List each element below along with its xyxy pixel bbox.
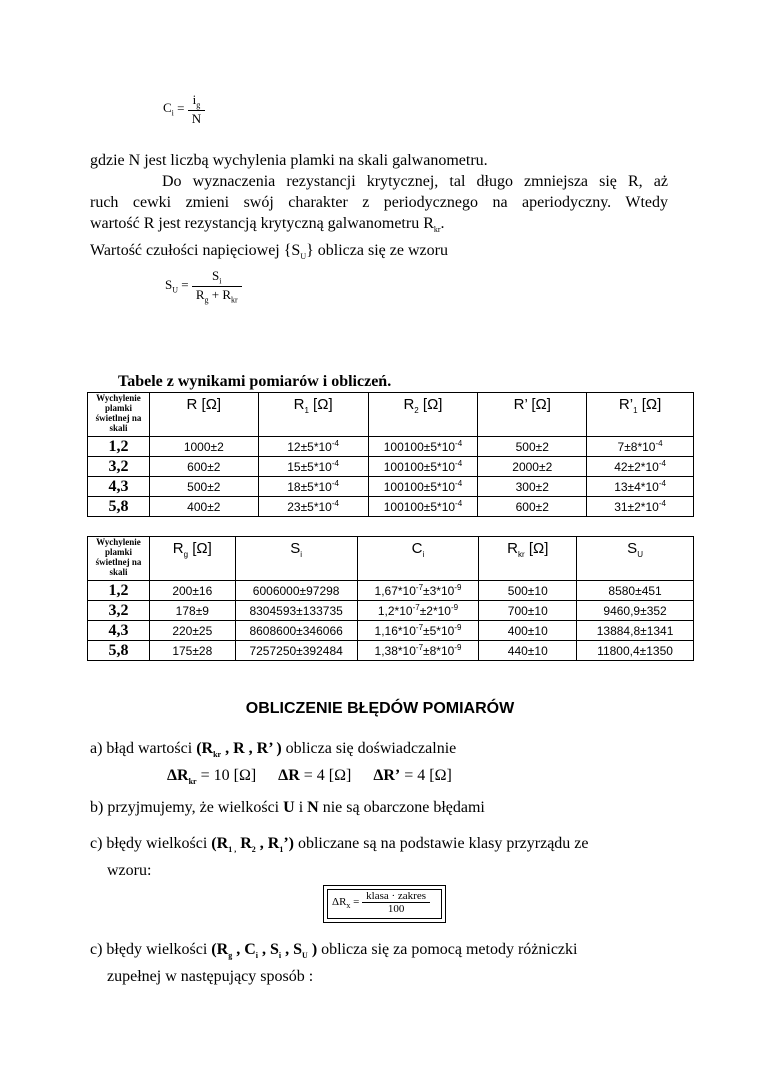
table-row [88,581,694,601]
column-header: $S_i$ [235,537,357,581]
item-c2-vars: ($R_g$ , $C_i$ , $S_i$ , $S_U$ ) [211,941,318,961]
table-cell: $100100\pm 5*10^{-4}$ [368,457,478,477]
item-a-line-1: a) błąd wartości ($R_{kr}$ , R , R’ ) oblicza się doświadczalnie [90,740,457,760]
table-cell: $42\pm 2*10^{-4}$ [587,457,694,477]
table-cell: $1,38*10^{-7}\pm 8*10^{-9}$ [357,641,479,661]
table-cell: 11800,4±1350 [577,641,694,661]
table-cell: $1,16*10^{-7}\pm 5*10^{-9}$ [357,621,479,641]
row-label: 5,8 [88,641,150,661]
row-label: 3,2 [88,601,150,621]
table-cell: 13884,8±1341 [577,621,694,641]
table-cell: $15\pm 5*10^{-4}$ [258,457,368,477]
column-header: $R’_1$ [Ω] [587,393,694,437]
table-row [88,601,694,621]
table-cell: $12\pm 5*10^{-4}$ [258,437,368,457]
row-label: 4,3 [88,477,150,497]
formula-ci: $C_i$ = $\frac{i_g}{N}$ [163,92,205,127]
table-cell: 9460,9±352 [577,601,694,621]
table-row [88,437,694,457]
table-cell: 7257250±392484 [235,641,357,661]
table-cell: $31\pm 2*10^{-4}$ [587,497,694,517]
table-cell: 600±2 [149,457,258,477]
intro-paragraph [90,150,668,267]
table-header-row [88,537,694,581]
formula-ci-fraction: $\frac{i_g}{N}$ [188,92,205,127]
table-cell: 400±2 [149,497,258,517]
table-cell: 600±2 [478,497,587,517]
item-c-2: c) błędy wielkości ($R_g$ , $C_i$ , $S_i$ , $S_U$ ) oblicza się za pomocą metody różniczki zupełnej w następujący sposób : [90,941,578,986]
table-cell: 400±10 [479,621,577,641]
table-cell: 220±25 [149,621,235,641]
table-row [88,497,694,517]
table-cell: 440±10 [479,641,577,661]
formula-delta-rx-fraction: $\frac{\text{klasa · zakres}}{100}$ [362,890,430,915]
table-cell: $7\pm 8*10^{-4}$ [587,437,694,457]
table-cell: 700±10 [479,601,577,621]
formula-delta-rx-box: $\Delta R_x$ = $\frac{\text{klasa · zakres}}{100}$ [323,885,446,923]
table-cell: $18\pm 5*10^{-4}$ [258,477,368,497]
table-cell: 8580±451 [577,581,694,601]
column-header: $R_{kr}$ [Ω] [479,537,577,581]
table-cell: 1000±2 [149,437,258,457]
table-cell: $1,2*10^{-7}\pm 2*10^{-9}$ [357,601,479,621]
errors-heading: OBLICZENIE BŁĘDÓW POMIARÓW [245,700,515,717]
results-table-2 [87,536,694,661]
item-a-deltas: $\Delta R_{kr} = 10$ [Ω] ΔR = 4 [Ω] ΔR’ = 4 [Ω] [167,767,452,787]
column-header: R [Ω] [149,393,258,437]
table-cell: $1,67*10^{-7}\pm 3*10^{-9}$ [357,581,479,601]
row-label: 3,2 [88,457,150,477]
column-header: $R_2$ [Ω] [368,393,478,437]
corner-header: Wychylenie plamki świetlnej na skali [88,393,150,437]
row-label: 1,2 [88,581,150,601]
table-cell: $13\pm 4*10^{-4}$ [587,477,694,497]
table-cell: $100100\pm 5*10^{-4}$ [368,497,478,517]
table-cell: 200±16 [149,581,235,601]
intro-line-1: gdzie N jest liczbą wychylenia plamki na skali galwanometru. [90,152,488,169]
table-cell: 500±10 [479,581,577,601]
corner-header: Wychylenie plamki świetlnej na skali [88,537,150,581]
intro-line-2: Do wyznaczenia rezystancji krytycznej, tal długo zmniejsza się R, aż [162,173,668,190]
table-cell: 8608600±346066 [235,621,357,641]
column-header: $C_i$ [357,537,479,581]
formula-su: $S_U$ = $\frac{S_i}{R_g + R_{kr}}$ [165,268,242,304]
row-label: 5,8 [88,497,150,517]
table-row [88,621,694,641]
table-cell: $100100\pm 5*10^{-4}$ [368,477,478,497]
table-header-row [88,393,694,437]
table-cell: 6006000±97298 [235,581,357,601]
row-label: 4,3 [88,621,150,641]
table-cell: 175±28 [149,641,235,661]
table-row [88,457,694,477]
table-cell: $23\pm 5*10^{-4}$ [258,497,368,517]
item-b: b) przyjmujemy, że wielkości U i N nie są obarczone błędami [90,799,485,816]
table-cell: 2000±2 [478,457,587,477]
table-cell: $100100\pm 5*10^{-4}$ [368,437,478,457]
table-cell: 500±2 [478,437,587,457]
intro-line-5: Wartość czułości napięciowej $\{S_U\}$ oblicza się ze wzoru [90,242,448,262]
formula-ci-lhs: $C_i$ [163,100,174,118]
item-c-1: c) błędy wielkości ($R_{1 ,}$ $R_2$ , $R_1$’) obliczane są na podstawie klasy przyrządu ze wzoru: [90,835,589,880]
column-header: R’ [Ω] [478,393,587,437]
item-a-vars: ($R_{kr}$ , R , R’ ) [196,740,282,760]
row-label: 1,2 [88,437,150,457]
table-cell: 178±9 [149,601,235,621]
table-cell: 8304593±133735 [235,601,357,621]
table-row [88,477,694,497]
item-a [90,738,690,792]
intro-line-3: ruch cewki zmieni swój charakter z periodycznego na aperiodyczny. Wtedy [90,194,668,211]
table-cell: 500±2 [149,477,258,497]
column-header: $R_g$ [Ω] [149,537,235,581]
table-cell: 300±2 [478,477,587,497]
column-header: $S_U$ [577,537,694,581]
intro-line-4: wartość R jest rezystancją krytyczną galwanometru $R_{kr}$. [90,215,445,235]
column-header: $R_1$ [Ω] [258,393,368,437]
formula-su-lhs: $S_U$ [165,277,179,295]
results-table-1 [87,392,694,517]
table-row [88,641,694,661]
tables-title: Tabele z wynikami pomiarów i obliczeń. [118,373,392,390]
formula-su-fraction: $\frac{S_i}{R_g + R_{kr}}$ [192,268,242,304]
